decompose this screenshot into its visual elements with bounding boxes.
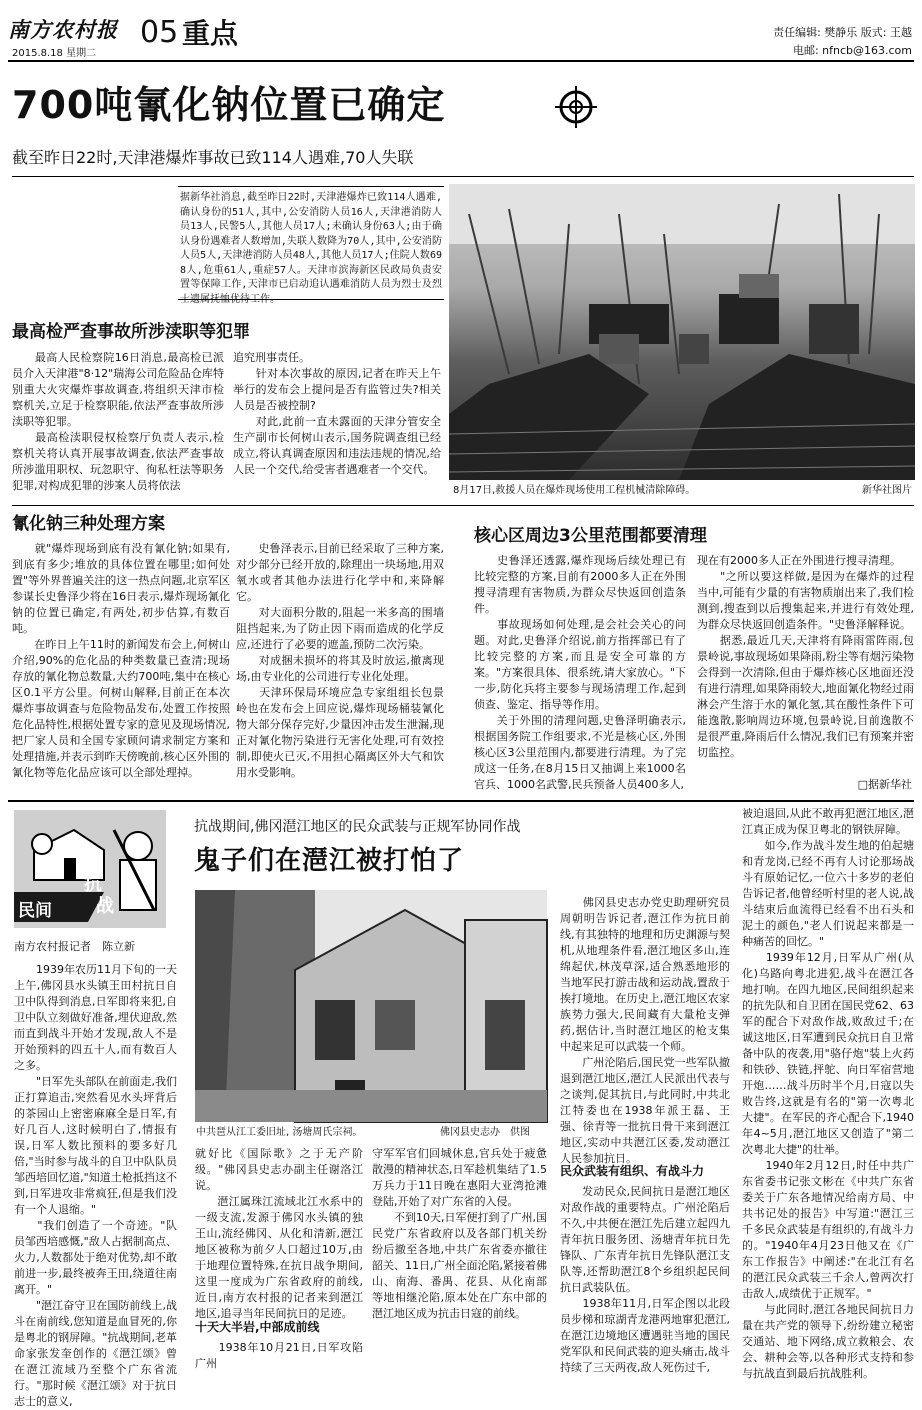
lead-title: 700吨氰化钠位置已确定 <box>12 83 446 127</box>
section2-column-1: 就"爆炸现场到底有没有氰化钠;如果有,到底有多少;堆放的具体位置在哪里;如何处置"等外界普遍关注的这一热点问题,北京军区参谋长史鲁泽少将在16日表示,爆炸现场氰化钠的位置已确定,有两处,初步估算,有数百吨。 在昨日上午11时的新闻发布会上,何树山介绍,90%的危化品的种类数量已查清;现场存放的氰化物总数量,大约700吨,集中在核心区0.1平方公里。何树山解释,目前正在本次爆炸事故调查与危险物品发布,处置工作按照危化品特性,根据处置专家的意见及现场情况,把厂家人员和全国专家顾问请求制定方案和处理措施,并表示到昨天傍晚前,核心区外围的氰化物等危化品应该可以全部处理掉。 <box>12 542 230 779</box>
editors-credit: 责任编辑: 樊静乐 版式: 王越 <box>773 26 912 39</box>
lead-rule <box>12 176 914 177</box>
section1-column-1: 最高人民检察院16日消息,最高检已派员介入天津港"8·12"瑞海公司危险品仓库特别重大火灾爆炸事故调查,将组织天津市检察机关,立足于检察职能,依法严查事故所涉渎职等犯罪。 最高检渎职侵权检察厅负责人表示,检察机关将认真开展事故调查,依法严查事故所涉滥用职权、玩忽职守、徇私枉法等职务犯罪,对构成犯罪的涉案人员将依法 <box>12 351 224 492</box>
section3-column-1: 史鲁泽还透露,爆炸现场后续处理已有比较完整的方案,目前有2000多人正在外围搜寻清理有害物质,为群众尽快返回创造条件。 事故现场如何处理,是会社会关心的问题。对此,史鲁泽介绍说,前方指挥部已有了比较完整的方案,而且是安全可靠的方案。"方案很具体、很系统,请大家放心。"下一步,防化兵将主要参与现场清理工作,起到侦查、鉴定、指导等作用。 关于外围的清理问题,史鲁泽明确表示,根据国务院工作组要求,不光是核心区,外围核心区3公里范围内,都要进行清理。为了完成这一任务,在8月15日又抽调上来1000名官兵、1000名武警,民兵预备人员400多人, <box>474 554 686 791</box>
section1-column-2: 追究刑事责任。 针对本次事故的原因,记者在昨天上午举行的发布会上提问是否有监管过失?相关人员是否被控制? 对此,此前一直未露面的天津分管安全生产副市长何树山表示,国务院调查组已经成立,将认真调查原因和违法违规的情况,给人民一个交代,给受害者遇难者一个交代。 <box>233 351 441 476</box>
feature-column-d: 佛冈县史志办党史助理研究员周朝明告诉记者,潖江作为抗日前线,有其独特的地理和历史渊源与契机,从地理条件看,潖江地区多山,连绵起伏,林茂草深,适合熟悉地形的当地军民打游击战和运动战,置敌于挨打境地。在历史上,潖江地区农家族势力强大,民间藏有大量枪支弹药,据估计,当时潖江地区的枪支集中起来足可以武装一个师。 广州沦陷后,国民党一些军队撤退到潖江地区,潖江人民派出代表与之谈判,促其抗日,与此同时,中共北江特委也在1938年派王磊、王强、徐青等一批抗日骨干来到潖江地区,实动中共潖江区委,发动潖江人民参加抗日。 <box>560 896 730 1165</box>
contact-email: 电邮: nfncb@163.com <box>792 44 912 57</box>
ancestral-hall-photo <box>195 890 547 1122</box>
masthead <box>0 0 922 60</box>
section1-heading: 最高检严查事故所涉渎职等犯罪 <box>12 322 250 342</box>
feature-column-a: 1939年农历11月下旬的一天上午,佛冈县水头镇王田村抗日自卫中队得到消息,日军即将来犯,自卫中队立刻做好准备,埋伏迎敌,然而直到战斗开始才发现,敌人不是开始预料的四五十人,而有数百人之多。 "日军先头部队在前面走,我们正打算追击,突然看见水头坪背后的茶园山上密密麻麻全是日军,有好几百人,这时候明白了,情报有误,日军人数比预料的要多好几倍,"当时参与战斗的自卫中队队员邹西培回忆道,"知道土枪抵挡这不到,日军进攻非常疯狂,但是我们没有一个人退缩。" "我们创造了一个奇迹。"队员邹西培感慨,"敌人占据制高点、火力,人数都处于绝对优势,却不敢前进一步,最终被奔王田,绕道往南离开。" "潖江奋守卫在国防前线上,战斗在南前线,您知道是血冒死的,你是粤北的钢屏障。"抗战期间,老革命家张发奎创作的《潖江颂》曾在潖江流域乃至整个广东省流行。"那时候《潖江颂》对于抗日志士的意义, <box>14 963 177 1408</box>
section3-heading: 核心区周边3公里范围都要清理 <box>474 526 707 546</box>
page-section: 重点 <box>182 17 239 50</box>
section-rule-mid <box>12 505 914 506</box>
badge-word: 民间 <box>18 901 52 921</box>
feature-subhead-2: 民众武装有组织、有战斗力 <box>560 1164 705 1178</box>
feature-column-c: 守军军官们回城休息,官兵处于疲惫散漫的精神状态,日军趁机集结了1.5万兵力于11日晚在惠阳大亚湾抢滩登陆,开始了对广东省的入侵。 不到10天,日军便打到了广州,国民党广东省政府以及各部门机关纷纷后撤至各地,中共广东省委亦撤往韶关、11日,广州全面沦陷,紧接着佛山、南海、番禺、花县、从化南部等地相继沦陷,原本处在广东中部的潖江地区成为抗击日寇的前线。 <box>372 1147 547 1320</box>
paper-name: 南方农村报 <box>8 17 118 42</box>
lead-summary-text: 据新华社消息,截至昨日22时,天津港爆炸已致114人遇难,确认身份的51人,其中,公安消防人员16人,天津港消防人员13人,民警5人,其他人员17人;未确认身份63人;由于确认身份遇难者人数增加,失联人数降为70人,其中,公安消防人员5人,天津港消防人员48人,其他人员17人;住院人数698人,危重61人,重症57人。天津市滨海新区民政局负责安置等保障工作,天津市已启动追认遇难消防人员为烈士及烈士遗属抚恤优待工作。 <box>180 192 442 305</box>
feature-column-b2: 1938年10月21日,日军攻陷广州 <box>195 1341 363 1370</box>
masthead-rule <box>8 60 914 62</box>
lead-photo-caption: 8月17日,救援人员在爆炸现场使用工程机械清除障碍。 <box>453 485 696 496</box>
badge-char-1: 抗 <box>84 874 102 895</box>
feature-photo-credit: 佛冈县史志办 供图 <box>440 1127 530 1138</box>
section3-credit: □据新华社 <box>857 778 912 791</box>
feature-kicker: 抗战期间,佛冈潖江地区的民众武装与正规军协同作战 <box>194 819 521 835</box>
section3-column-2: 现在有2000多人正在外围进行搜寻清理。 "之所以要这样做,是因为在爆炸的过程当中,可能有少量的有害物质崩出来了,我们检测到,搜查到以后搜集起来,并进行有效处理,为群众尽快返回创造条件。"史鲁泽解释说。 据悉,最近几天,天津将有降雨雷阵雨,包景岭说,事故现场如果降雨,粉尘等有烟污染物会得到一次清除,但由于爆炸核心区地面还没有进行清理,如果降雨较大,地面氰化物经过雨淋会产生溶于水的氰化氢,其在酸性条件下可能逸散,影响周边环境,包景岭说,目前逸散不是很严重,降雨后什么情况,我们已有预案并密切监控。 <box>697 554 914 759</box>
section2-heading: 氰化钠三种处理方案 <box>12 514 165 534</box>
explosion-site-photo <box>449 184 915 480</box>
feature-column-b: 就好比《国际歌》之于无产阶级。"佛冈县史志办副主任谢洛江说。 潖江属珠江流域北江水系中的一级支流,发源于佛冈水头镇的独王山,流经佛冈、从化和清新,潖江地区被称为前夕人口超过10万,由于地理位置特殊,在抗日战争期间,这里一度成为广东省政府的前线,近日,南方农村报的记者来到潖江地区,追寻当年民间抗日的足迹。 <box>195 1147 363 1320</box>
feature-column-d2: 发动民众,民间抗日是潖江地区对敌作战的重要特点。广州沦陷后不久,中共便在潖江先后建立起四九青年抗日服务团、汤塘青年抗日先锋队、广东青年抗日先锋队潖江支队等,还帮助潖江8个乡组织起民间抗日武装队伍。 1938年11月,日军企图以北段员步梯和琼湖青龙港两地窜犯潖江,在潖江边境地区遭遇驻当地的国民党军队和民间武装的迎头痛击,战斗持续了三天两夜,敌人死伤过千, <box>560 1185 730 1374</box>
lead-photo-credit: 新华社图片 <box>862 485 912 496</box>
crosshair-icon <box>554 85 598 129</box>
badge-char-2: 战 <box>96 896 114 917</box>
page-number: 05 <box>140 15 179 50</box>
section2-column-2: 史鲁泽表示,目前已经采取了三种方案,对少部分已经开放的,除理出一块场地,用双氧水或者其他办法进行化学中和,来降解它。 对大面积分散的,阻起一米多高的围墙阻挡起来,为了防止因下雨而造成的化学反应,还进行了必要的遮盖,预防二次污染。 对成捆未损坏的将其及时放运,撤离现场,由专业化的公司进行专业化处理。 天津环保局环境应急专家组组长包景岭也在发布会上回应说,爆炸现场桶装氰化物大部分保存完好,少量因冲击发生泄漏,现正对氰化物污染进行无害化处理,可有效控制,即使火已灭,不用担心隔离区外大气和饮用水受影响。 <box>236 542 444 779</box>
feature-photo-caption: 中共琶从江工委旧址, 汤塘周氏宗祠。 <box>196 1127 363 1138</box>
feature-top-rule <box>8 800 914 802</box>
feature-title: 鬼子们在潖江被打怕了 <box>194 846 465 876</box>
feature-badge <box>14 810 166 928</box>
issue-date: 2015.8.18 星期二 <box>12 48 97 59</box>
lead-summary-box <box>178 186 444 305</box>
feature-byline: 南方农村报记者 陈立新 <box>14 940 135 953</box>
feature-column-e: 被迫退回,从此不敢再犯潖江地区,潖江真正成为保卫粤北的钢铁屏障。 如今,作为战斗发生地的伯起塘和青龙岗,已经不再有人讨论那场战斗有原始记忆,一位六十多岁的老伯告诉记者,他曾经听村里的老人说,战斗结束后血流得已经看不出石头和泥土的颜色,"老人们说起来都是一种痛苦的回忆。" 1939年12月,日军从广州(从化)乌路向粤北进犯,战斗在潖江各地打响。在四九地区,民间组织起来的抗先队和自卫团在国民党62、63军的配合下对敌作战,败敌过千;在诚这地区,日军遭到民众抗日自卫常备中队的夜袭,用"骆仔炮"装上火药和铁砂、铁链,抨鸵、向日军宿营地开炮……战斗历时半个月,日寇以失败告终,这就是有名的"第一次粤北大捷"。在军民的齐心配合下,1940年4~5月,潖江地区又创造了"第二次粤北大捷"的壮举。 1940年2月12日,时任中共广东省委书记张文彬在《中共广东省委关于广东各地情况给南方局、中共书记处的报告》中写道:"潖江三千多民众武装是有组织的,有战斗力的。"1940年4月23日他又在《广东工作报告》中阐述:"在北江有名的潖江民众武装三千余人,曾两次打击敌人,成绩优于正规军。" 与此同时,潖江各地民间抗日力量在共产党的领导下,纷纷建立秘密交通站、地下网络,成立救粮会、农会、耕种会等,以各种形式支持和参与抗战直到最后抗战胜利。 <box>742 807 914 1380</box>
lead-subtitle: 截至昨日22时,天津港爆炸事故已致114人遇难,70人失联 <box>12 148 414 167</box>
feature-subhead-1: 十天大半岩,中部成前线 <box>195 1320 320 1334</box>
